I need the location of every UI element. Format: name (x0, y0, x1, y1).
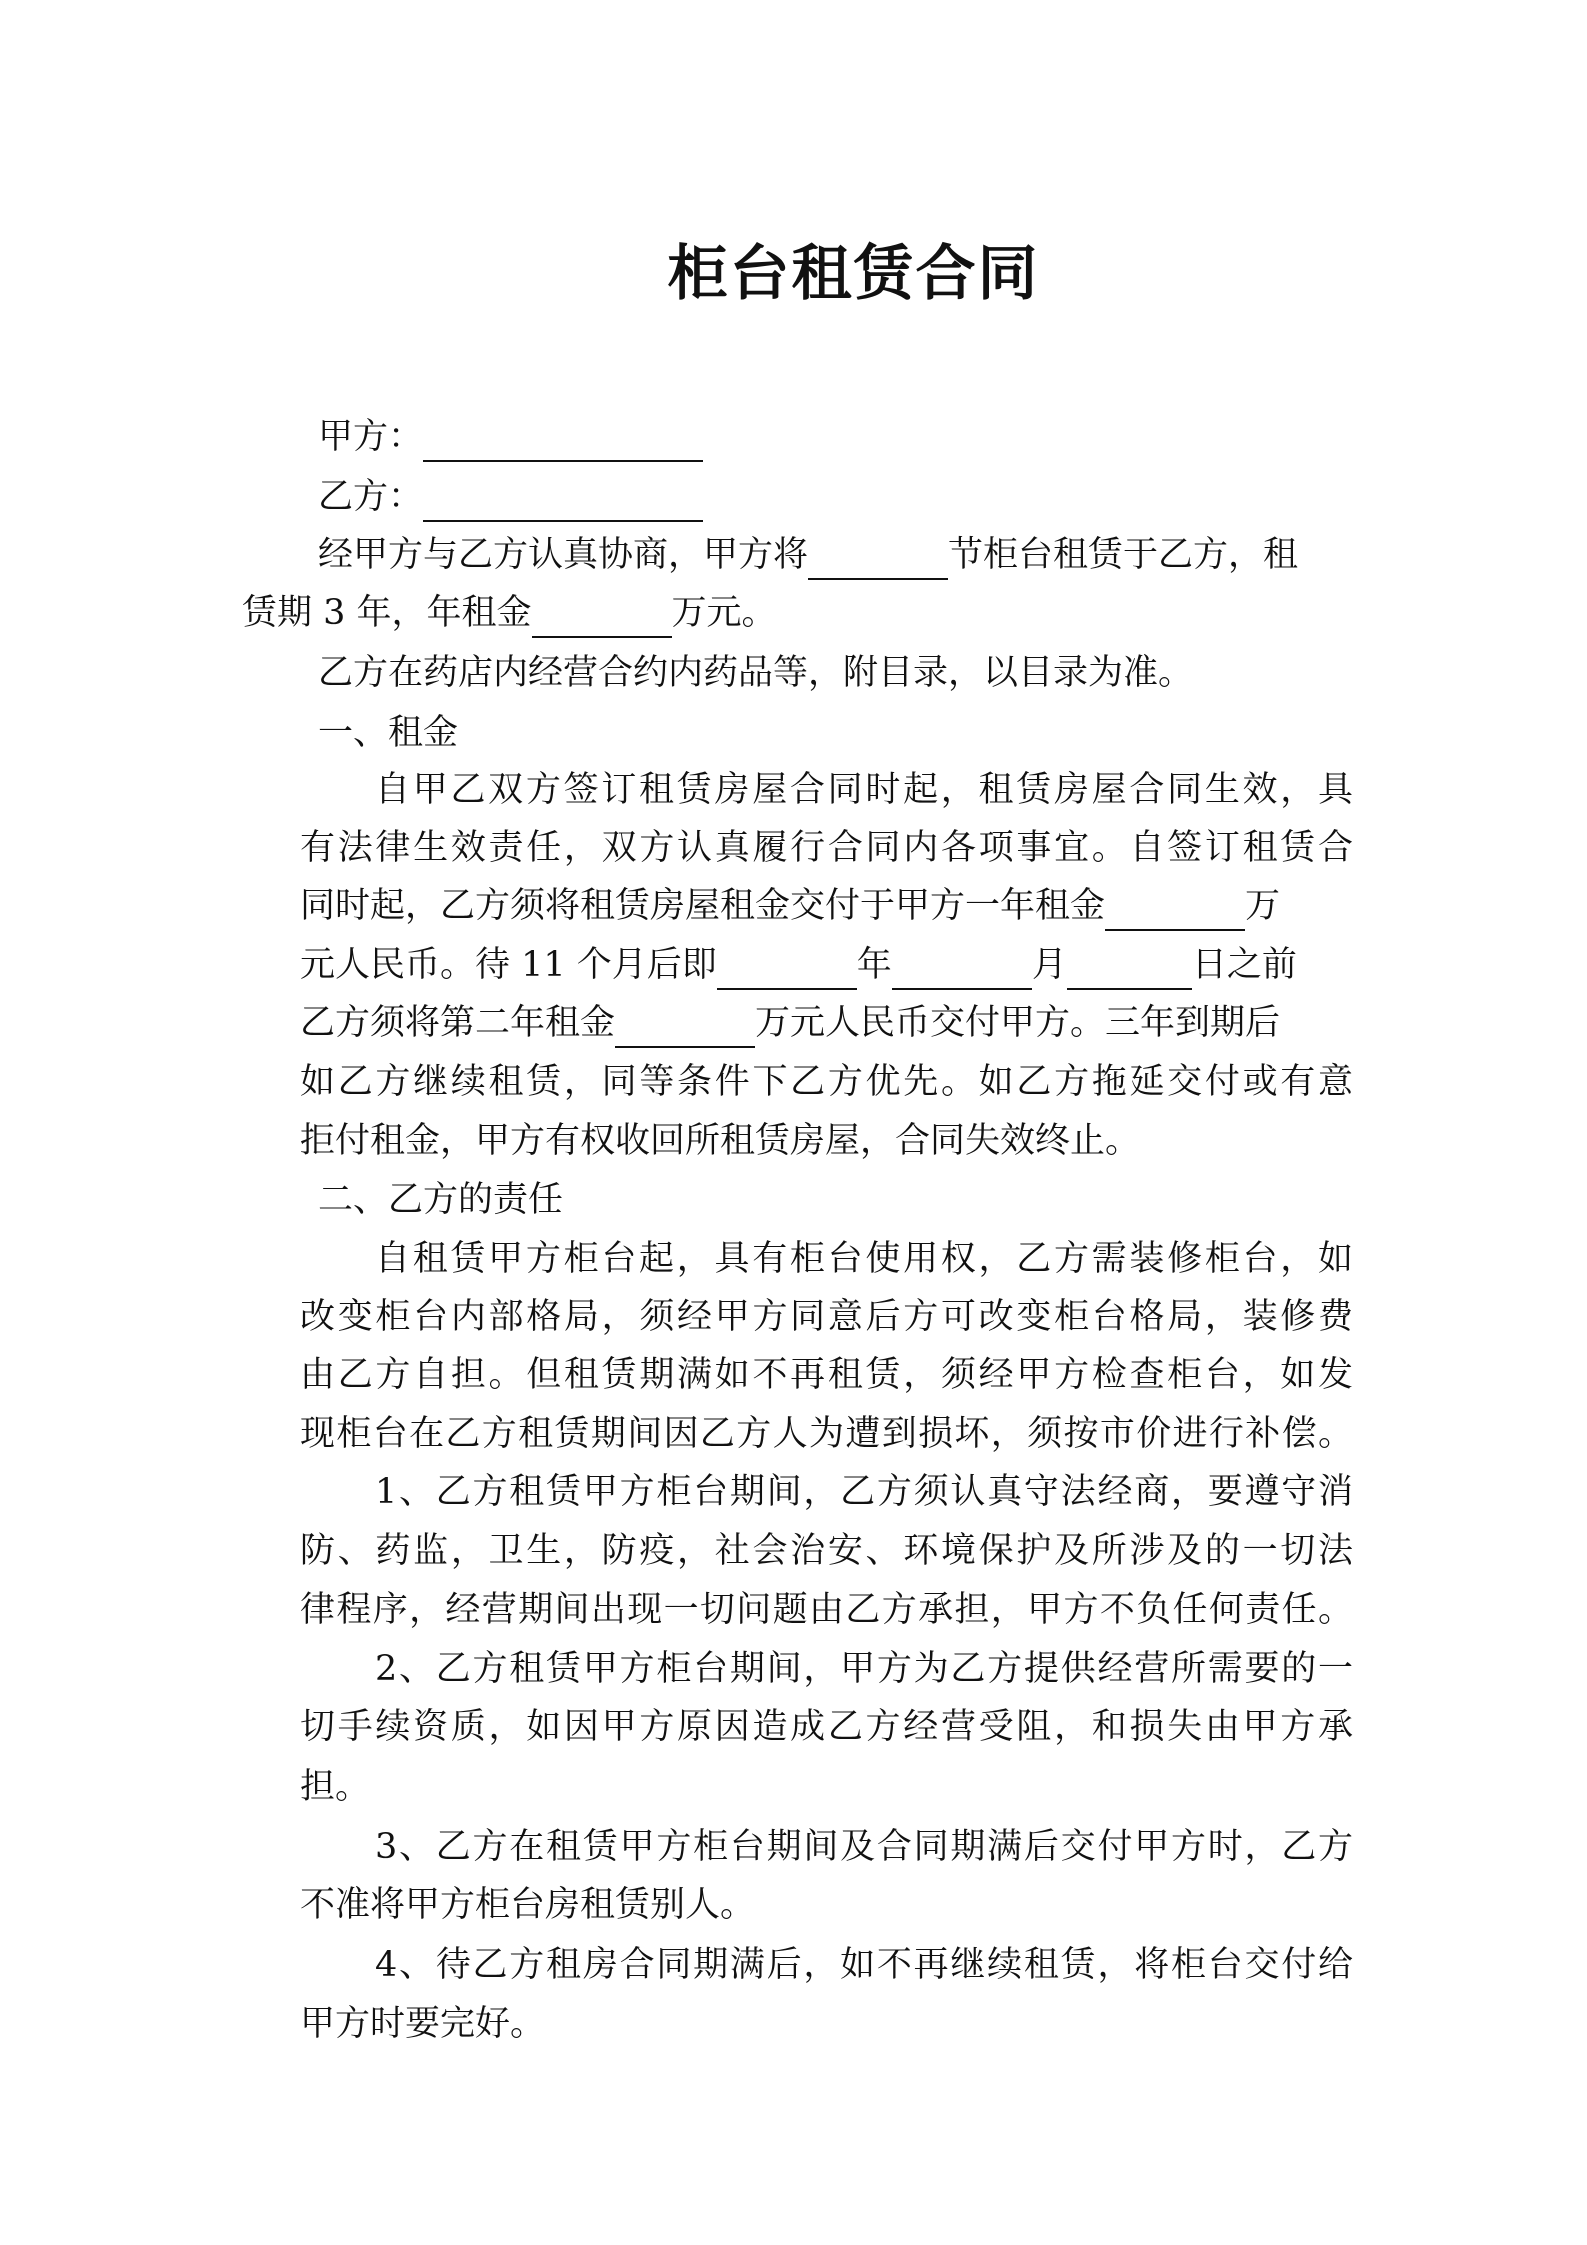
item-3-line-1: 3、乙方在租赁甲方柜台期间及合同期满后交付甲方时，乙方 (375, 1827, 1353, 1867)
item-2-line-2: 切手续资质，如因甲方原因造成乙方经营受阻，和损失由甲方承 (300, 1707, 1353, 1747)
first-year-rent-blank (1105, 891, 1245, 931)
party-b-label: 乙方： (318, 477, 424, 517)
section-1-text: 乙方须将第二年租金 (300, 1003, 616, 1043)
section-1-text: 年 (856, 945, 892, 985)
section-2-para-1-line-3: 由乙方自担。但租赁期满如不再租赁，须经甲方检查柜台，如发 (300, 1355, 1353, 1395)
intro-text: 节柜台租赁于乙方，租 (948, 535, 1299, 575)
item-4-line-2: 甲方时要完好。 (300, 2004, 546, 2044)
item-2-line-1: 2、乙方租赁甲方柜台期间，甲方为乙方提供经营所需要的一 (375, 1649, 1353, 1689)
annual-rent-blank (532, 598, 672, 638)
intro-line-3: 乙方在药店内经营合约内药品等，附目录，以目录为准。 (318, 653, 1194, 693)
section-1-line-1: 自甲乙双方签订租赁房屋合同时起，租赁房屋合同生效，具 (375, 770, 1353, 810)
section-2-para-1-line-1: 自租赁甲方柜台起，具有柜台使用权，乙方需装修柜台，如 (375, 1239, 1353, 1279)
party-b-line (318, 472, 703, 522)
item-2-line-3: 担。 (300, 1767, 371, 1807)
item-1-line-1: 1、乙方租赁甲方柜台期间，乙方须认真守法经商，要遵守消 (375, 1472, 1353, 1512)
day-blank (1067, 950, 1192, 990)
intro-line-2 (242, 588, 777, 638)
item-4-line-1: 4、待乙方租房合同期满后，如不再继续租赁，将柜台交付给 (375, 1945, 1353, 1985)
section-2-para-1-line-4: 现柜台在乙方租赁期间因乙方人为遭到损坏，须按市价进行补偿。 (300, 1414, 1353, 1454)
intro-text: 经甲方与乙方认真协商，甲方将 (318, 535, 809, 575)
section-1-line-3 (300, 881, 1280, 931)
section-1-text: 同时起，乙方须将租赁房屋租金交付于甲方一年租金 (300, 886, 1106, 926)
party-a-label: 甲方： (318, 417, 424, 457)
section-1-heading: 一、租金 (318, 713, 459, 753)
party-a-blank (423, 422, 703, 462)
item-1-line-2: 防、药监，卫生，防疫，社会治安、环境保护及所涉及的一切法 (300, 1531, 1353, 1571)
section-1-text: 万元人民币交付甲方。三年到期后 (755, 1003, 1281, 1043)
item-1-line-3: 律程序，经营期间出现一切问题由乙方承担，甲方不负任何责任。 (300, 1590, 1353, 1630)
intro-text: 赁期 3 年，年租金 (242, 593, 532, 633)
intro-line-1 (318, 530, 1298, 580)
section-1-line-5 (300, 998, 1280, 1048)
section-1-line-6: 如乙方继续租赁，同等条件下乙方优先。如乙方拖延交付或有意 (300, 1062, 1353, 1102)
document-title: 柜台租赁合同 (667, 239, 1040, 309)
party-a-line (318, 412, 703, 462)
item-3-line-2: 不准将甲方柜台房租赁别人。 (300, 1885, 756, 1925)
section-1-text: 月 (1031, 945, 1067, 985)
section-1-text: 日之前 (1191, 945, 1297, 985)
section-1-text: 万 (1245, 886, 1281, 926)
section-1-text: 元人民币。待 11 个月后即 (300, 945, 717, 985)
section-1-line-7: 拒付租金，甲方有权收回所租赁房屋，合同失效终止。 (300, 1121, 1141, 1161)
party-b-blank (423, 482, 703, 522)
section-1-line-4 (300, 940, 1297, 990)
second-year-rent-blank (615, 1008, 755, 1048)
counter-count-blank (808, 540, 948, 580)
section-1-line-2: 有法律生效责任，双方认真履行合同内各项事宜。自签订租赁合 (300, 828, 1353, 868)
year-blank (717, 950, 857, 990)
section-2-heading: 二、乙方的责任 (318, 1180, 564, 1220)
intro-text: 万元。 (671, 593, 777, 633)
month-blank (892, 950, 1032, 990)
section-2-para-1-line-2: 改变柜台内部格局，须经甲方同意后方可改变柜台格局，装修费 (300, 1297, 1353, 1337)
